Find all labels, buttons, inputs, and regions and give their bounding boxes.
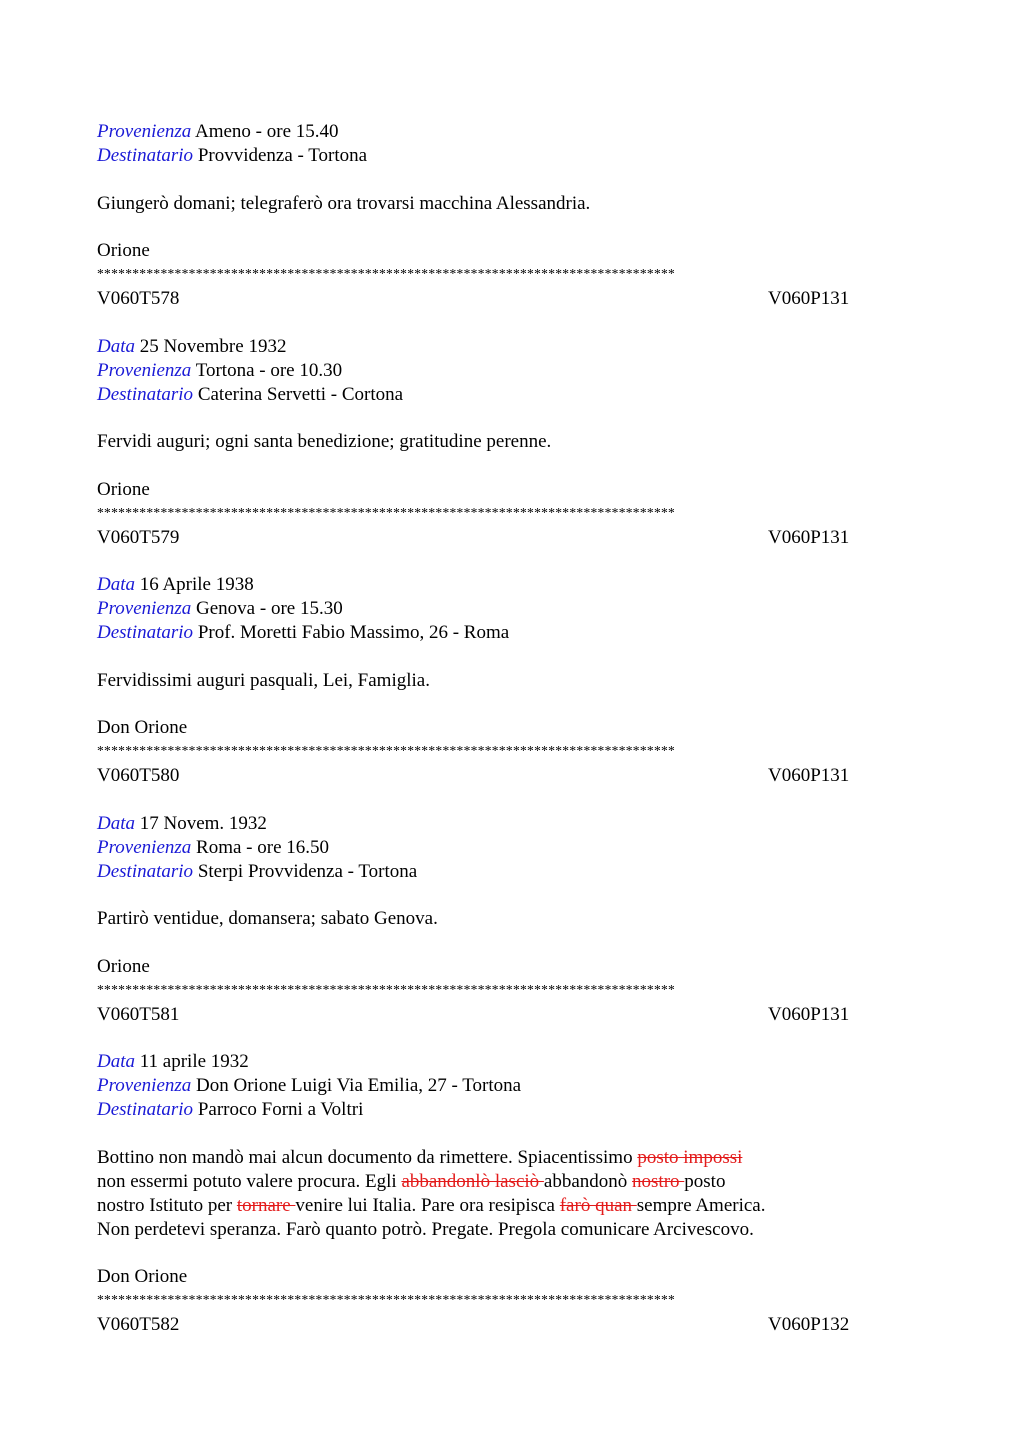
destinatario-line	[97, 860, 927, 884]
separator-stars: **********************************************************************************	[97, 743, 676, 758]
separator-stars: **********************************************************************************	[97, 504, 676, 520]
provenienza-value: Tortona - ore 10.30	[195, 359, 343, 381]
reference-row	[97, 764, 927, 788]
body-text: venire lui Italia. Pare ora resipisca	[295, 1194, 560, 1216]
page-reference: V060P131	[768, 765, 850, 786]
telegram-body: Fervidissimi auguri pasquali, Lei, Famiglia.	[97, 669, 430, 691]
signature: Orione	[97, 955, 150, 977]
telegram-entry	[97, 120, 927, 311]
body-line	[97, 1194, 927, 1218]
data-line	[97, 1050, 927, 1074]
data-label: Data	[97, 812, 135, 834]
telegram-reference: V060T580	[97, 765, 180, 786]
document-page	[97, 120, 927, 1337]
body-text: posto	[684, 1170, 726, 1192]
data-label: Data	[97, 1051, 135, 1072]
destinatario-line	[97, 383, 927, 407]
body-text: non essermi potuto valere procura. Egli	[97, 1170, 402, 1192]
provenienza-value: Ameno - ore 15.40	[194, 121, 339, 142]
provenienza-line	[97, 597, 927, 621]
signature: Orione	[97, 478, 150, 500]
separator-stars: **********************************************************************************	[97, 266, 676, 281]
body-text: abbandonò	[543, 1170, 633, 1192]
deleted-text: tornare	[236, 1194, 296, 1216]
reference-row	[97, 1313, 927, 1337]
provenienza-label: Provenienza	[97, 598, 192, 619]
telegram-entry	[97, 1050, 927, 1337]
telegram-body: Partirò ventidue, domansera; sabato Genova.	[97, 908, 438, 929]
signature: Orione	[97, 240, 150, 261]
page-reference: V060P131	[768, 526, 850, 548]
data-line	[97, 335, 927, 359]
telegram-body: Giungerò domani; telegraferò ora trovarsi macchina Alessandria.	[97, 192, 591, 214]
data-line	[97, 812, 927, 836]
separator-stars: **********************************************************************************	[97, 981, 676, 997]
deleted-text: nostro	[632, 1170, 685, 1192]
destinatario-label: Destinatario	[97, 1099, 194, 1120]
provenienza-value: Don Orione Luigi Via Emilia, 27 - Tortona	[196, 1075, 522, 1096]
body-text: sempre America.	[636, 1194, 766, 1216]
telegram-entry	[97, 812, 927, 1027]
page-reference: V060P131	[768, 288, 850, 309]
signature: Don Orione	[97, 1266, 188, 1287]
data-line	[97, 573, 927, 597]
destinatario-label: Destinatario	[97, 383, 194, 405]
provenienza-label: Provenienza	[97, 1075, 192, 1096]
destinatario-line	[97, 1098, 927, 1122]
telegram-reference: V060T581	[97, 1003, 180, 1025]
data-value: 17 Novem. 1932	[139, 812, 267, 834]
data-value: 11 aprile 1932	[139, 1051, 249, 1072]
deleted-text: posto impossi	[637, 1146, 743, 1168]
destinatario-line	[97, 621, 927, 645]
destinatario-line	[97, 144, 927, 168]
separator-stars: **********************************************************************************	[97, 1292, 676, 1307]
provenienza-line	[97, 359, 927, 383]
destinatario-value: Sterpi Provvidenza - Tortona	[197, 860, 418, 882]
telegram-reference: V060T582	[97, 1314, 180, 1335]
reference-row	[97, 287, 927, 311]
provenienza-line	[97, 836, 927, 860]
destinatario-label: Destinatario	[97, 622, 194, 643]
body-text: Bottino non mandò mai alcun documento da rimettere. Spiacentissimo	[97, 1146, 638, 1168]
signature: Don Orione	[97, 717, 188, 738]
provenienza-value: Roma - ore 16.50	[196, 836, 330, 858]
provenienza-label: Provenienza	[97, 359, 192, 381]
telegram-body: Fervidi auguri; ogni santa benedizione; gratitudine perenne.	[97, 431, 552, 452]
reference-row	[97, 1003, 927, 1027]
reference-row	[97, 526, 927, 550]
destinatario-label: Destinatario	[97, 145, 194, 166]
page-reference: V060P132	[768, 1314, 850, 1335]
data-label: Data	[97, 335, 135, 357]
data-value: 16 Aprile 1938	[139, 574, 254, 595]
deleted-text: abbandonlò lasciò	[401, 1170, 544, 1192]
destinatario-label: Destinatario	[97, 860, 194, 882]
telegram-reference: V060T578	[97, 288, 180, 309]
data-value: 25 Novembre 1932	[139, 335, 287, 357]
telegram-entry	[97, 573, 927, 788]
telegram-body	[97, 1146, 927, 1242]
provenienza-value: Genova - ore 15.30	[196, 598, 343, 619]
body-text: nostro Istituto per	[97, 1194, 237, 1216]
destinatario-value: Prof. Moretti Fabio Massimo, 26 - Roma	[197, 622, 510, 643]
provenienza-line	[97, 120, 927, 144]
destinatario-value: Parroco Forni a Voltri	[197, 1099, 364, 1120]
destinatario-value: Provvidenza - Tortona	[197, 145, 368, 166]
provenienza-line	[97, 1074, 927, 1098]
page-reference: V060P131	[768, 1003, 850, 1025]
telegram-reference: V060T579	[97, 526, 180, 548]
provenienza-label: Provenienza	[97, 836, 192, 858]
data-label: Data	[97, 574, 135, 595]
provenienza-label: Provenienza	[97, 121, 192, 142]
destinatario-value: Caterina Servetti - Cortona	[197, 383, 404, 405]
body-line: Non perdetevi speranza. Farò quanto potrò. Pregate. Pregola comunicare Arcivescovo.	[97, 1218, 754, 1240]
body-line	[97, 1146, 927, 1170]
body-line	[97, 1170, 927, 1194]
telegram-entry	[97, 335, 927, 550]
deleted-text: farò quan	[559, 1194, 637, 1216]
